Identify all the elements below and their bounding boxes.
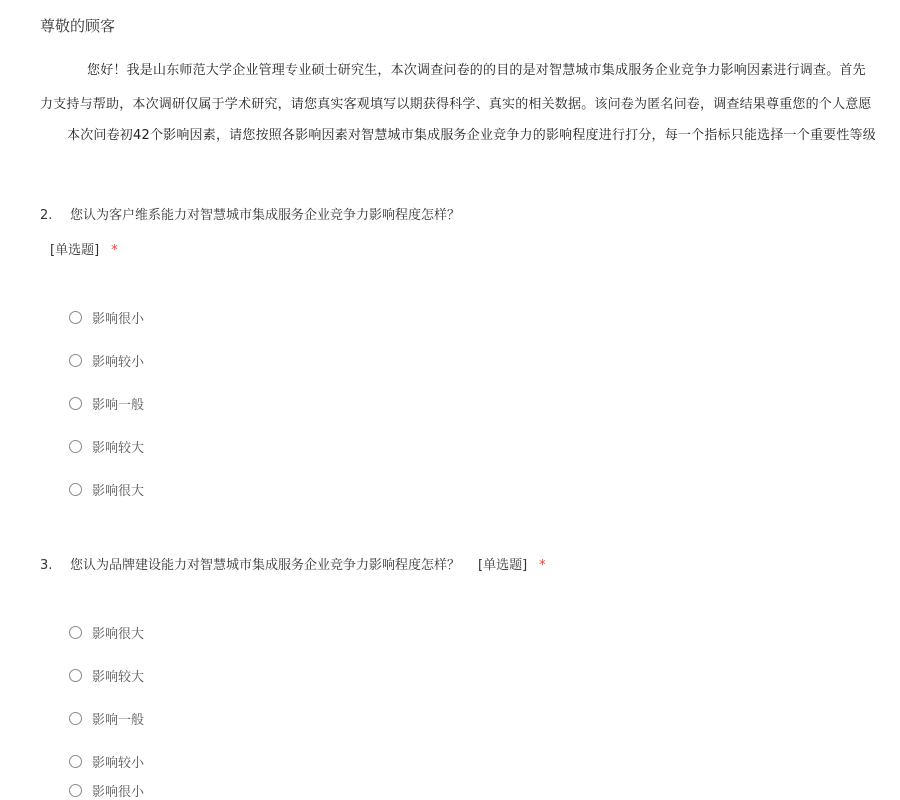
option-label: 影响很大 [92, 626, 145, 642]
greeting-heading: 尊敬的顾客 [40, 17, 116, 35]
radio-button[interactable] [69, 397, 82, 410]
option-label: 影响较小 [92, 354, 145, 370]
question-3-type: [单选题] [478, 558, 528, 573]
option-label: 影响一般 [92, 712, 145, 728]
question-3-option-1[interactable] [69, 622, 144, 642]
radio-button[interactable] [69, 669, 82, 682]
question-2-title [40, 204, 460, 223]
question-3-option-4[interactable] [69, 751, 144, 771]
question-2-type: [单选题] [50, 243, 100, 258]
option-label: 影响很小 [92, 784, 145, 800]
question-2-option-5[interactable] [69, 479, 144, 499]
question-3-option-5[interactable] [69, 780, 144, 800]
radio-button[interactable] [69, 483, 82, 496]
question-2-option-1[interactable] [69, 307, 144, 327]
option-label: 影响较大 [92, 669, 145, 685]
radio-button[interactable] [69, 354, 82, 367]
radio-button[interactable] [69, 440, 82, 453]
question-3-required-star: * [539, 558, 546, 573]
option-label: 影响一般 [92, 397, 145, 413]
question-3-text: 您认为品牌建设能力对智慧城市集成服务企业竞争力影响程度怎样？ [70, 558, 461, 573]
question-3-option-3[interactable] [69, 708, 144, 728]
question-2-type-line [50, 239, 118, 258]
question-2-option-2[interactable] [69, 350, 144, 370]
question-3-number: 3. [40, 558, 53, 573]
option-label: 影响很大 [92, 483, 145, 499]
intro-paragraph-line-2: 力支持与帮助，本次调研仅属于学术研究，请您真实客观填写以期获得科学、真实的相关数据。该问卷为匿名问卷，调查结果尊重您的个人意愿 [40, 97, 872, 112]
question-3-option-2[interactable] [69, 665, 144, 685]
intro-paragraph-line-3: 本次问卷初42个影响因素，请您按照各影响因素对智慧城市集成服务企业竞争力的影响程度进行打分，每一个指标只能选择一个重要性等级 [67, 128, 876, 143]
radio-button[interactable] [69, 712, 82, 725]
question-2-text: 您认为客户维系能力对智慧城市集成服务企业竞争力影响程度怎样？ [70, 208, 461, 223]
radio-button[interactable] [69, 784, 82, 797]
question-2-required-star: * [111, 243, 118, 258]
radio-button[interactable] [69, 311, 82, 324]
question-3-title [40, 554, 546, 573]
question-2-number: 2. [40, 208, 53, 223]
option-label: 影响很小 [92, 311, 145, 327]
question-2-option-4[interactable] [69, 436, 144, 456]
option-label: 影响较大 [92, 440, 145, 456]
radio-button[interactable] [69, 626, 82, 639]
option-label: 影响较小 [92, 755, 145, 771]
question-2-option-3[interactable] [69, 393, 144, 413]
radio-button[interactable] [69, 755, 82, 768]
intro-paragraph-line-1: 您好！我是山东师范大学企业管理专业硕士研究生，本次调查问卷的的目的是对智慧城市集成服务企业竞争力影响因素进行调查。首先 [87, 63, 866, 78]
